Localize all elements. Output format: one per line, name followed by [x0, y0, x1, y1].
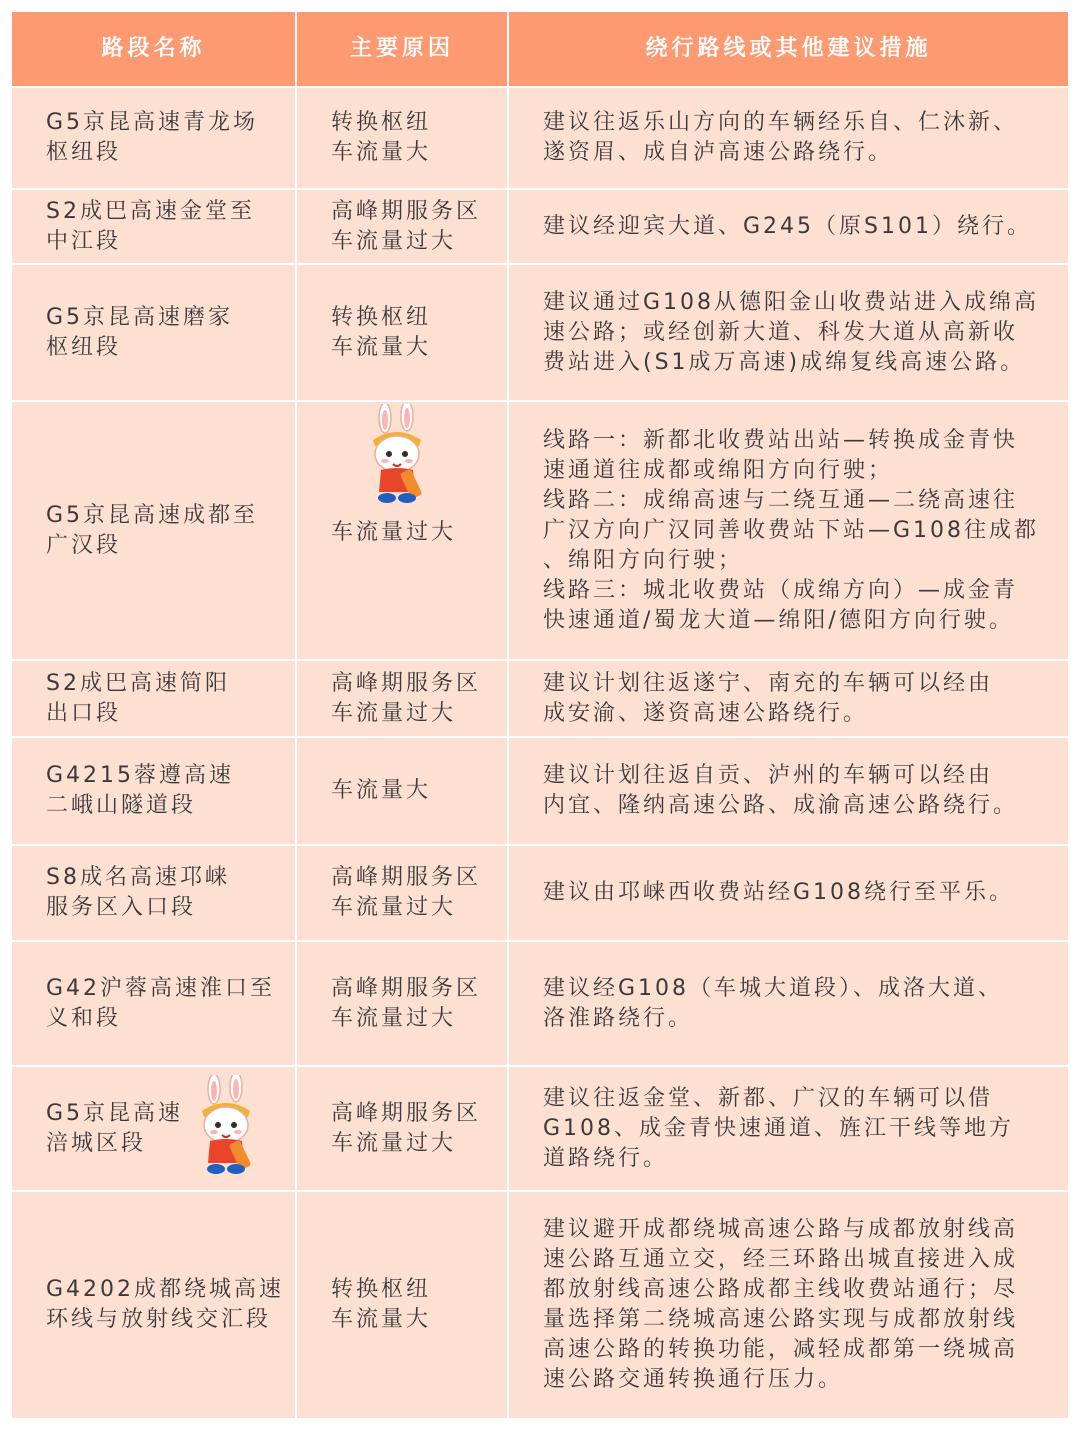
table-row	[12, 942, 1068, 1065]
table-row	[12, 88, 1068, 188]
segment-line: G42沪蓉高速淮口至	[46, 975, 276, 1001]
reason-line: 车流量大	[331, 334, 432, 360]
advice-line: 建议往返金堂、新都、广汉的车辆可以借	[543, 1085, 994, 1111]
table-row	[12, 190, 1068, 263]
segment-line: 枢纽段	[46, 140, 122, 165]
advice-cell	[509, 265, 1068, 400]
reason-cell	[297, 1067, 507, 1190]
reason-line: 转换枢纽	[331, 110, 432, 135]
reason-cell	[297, 1192, 507, 1418]
advice-line: 建议通过G108从德阳金山收费站进入成绵高	[543, 289, 1040, 315]
advice-cell	[509, 402, 1068, 659]
segment-line: 涪城区段	[46, 1130, 147, 1156]
segment-line: S8成名高速邛崃	[46, 865, 230, 890]
advice-line: 快速通道/蜀龙大道—绵阳/德阳方向行驶。	[543, 607, 1014, 633]
advice-line: 道路绕行。	[543, 1145, 669, 1171]
advice-line: 广汉方向广汉同善收费站下站—G108往成都	[543, 517, 1040, 543]
reason-line: 车流量过大	[331, 228, 457, 254]
reason-line: 高峰期服务区	[331, 670, 482, 696]
reason-line: 车流量大	[331, 778, 432, 803]
advice-cell	[509, 738, 1068, 844]
segment-cell	[12, 1067, 295, 1190]
advice-line: 洛淮路绕行。	[543, 1005, 694, 1031]
segment-line: S2成巴高速简阳	[46, 670, 230, 696]
reason-line: 车流量大	[331, 1307, 432, 1332]
advice-line: G108、成金青快速通道、旌江干线等地方	[543, 1115, 1015, 1141]
advice-line: 速公路交通转换通行压力。	[543, 1367, 844, 1392]
advice-line: 速公路互通立交，经三环路出城直接进入成	[543, 1247, 1019, 1272]
segment-line: G5京昆高速磨家	[46, 304, 234, 330]
advice-line: 量选择第二绕城高速公路实现与成都放射线	[543, 1307, 1019, 1332]
table-row	[12, 1192, 1068, 1418]
advice-line: 高速公路的转换功能，减轻成都第一绕城高	[543, 1337, 1019, 1362]
reason-line: 高峰期服务区	[331, 198, 482, 224]
segment-cell	[12, 738, 295, 844]
advice-line: 速公路；或经创新大道、科发大道从高新收	[543, 319, 1019, 345]
reason-cell	[297, 88, 507, 188]
advice-line: 建议计划往返遂宁、南充的车辆可以经由	[543, 670, 994, 696]
reason-line: 高峰期服务区	[331, 1100, 482, 1126]
table-row	[12, 846, 1068, 940]
reason-cell	[297, 190, 507, 263]
segment-cell	[12, 661, 295, 736]
segment-line: 服务区入口段	[46, 895, 197, 920]
advice-line: 费站进入(S1成万高速)成绵复线高速公路。	[543, 349, 1026, 375]
table-row	[12, 1067, 1068, 1190]
header-cell: 主要原因	[297, 12, 507, 86]
segment-cell	[12, 265, 295, 400]
advice-line: 建议计划往返自贡、泸州的车辆可以经由	[543, 763, 994, 788]
advice-line: 建议由邛崃西收费站经G108绕行至平乐。	[543, 880, 1015, 905]
advice-line: 线路三：城北收费站（成绵方向）—成金青	[543, 577, 1019, 603]
advice-cell	[509, 190, 1068, 263]
advice-line: 都放射线高速公路成都主线收费站通行；尽	[543, 1277, 1019, 1302]
segment-line: 义和段	[46, 1005, 122, 1031]
reason-cell	[297, 846, 507, 940]
segment-cell	[12, 88, 295, 188]
segment-line: 枢纽段	[46, 334, 122, 360]
advice-line: 成安渝、遂资高速公路绕行。	[543, 700, 869, 726]
segment-line: G4202成都绕城高速	[46, 1277, 285, 1302]
segment-line: 广汉段	[46, 532, 122, 558]
advice-cell	[509, 942, 1068, 1065]
advice-line: 、绵阳方向行驶；	[543, 547, 744, 573]
advice-line: 线路一：新都北收费站出站—转换成金青快	[543, 427, 1019, 453]
reason-cell	[297, 265, 507, 400]
segment-cell	[12, 846, 295, 940]
segment-line: 中江段	[46, 228, 122, 254]
reason-line: 车流量大	[331, 140, 432, 165]
reason-line: 转换枢纽	[331, 304, 432, 330]
advice-cell	[509, 846, 1068, 940]
segment-line: G5京昆高速青龙场	[46, 110, 259, 135]
advice-cell	[509, 1067, 1068, 1190]
advice-line: 建议经G108（车城大道段）、成洛大道、	[543, 975, 1004, 1001]
segment-cell	[12, 942, 295, 1065]
reason-cell	[297, 738, 507, 844]
reason-line: 车流量过大	[331, 895, 457, 920]
reason-line: 车流量过大	[331, 1005, 457, 1031]
segment-line: S2成巴高速金堂至	[46, 198, 255, 224]
reason-line: 高峰期服务区	[331, 975, 482, 1001]
advice-line: 建议避开成都绕城高速公路与成都放射线高	[543, 1217, 1019, 1242]
segment-line: G5京昆高速	[46, 1100, 184, 1126]
header-cell: 路段名称	[12, 12, 295, 86]
advice-cell	[509, 88, 1068, 188]
rabbit-mascot-icon	[188, 1075, 266, 1183]
segment-line: G4215蓉遵高速	[46, 763, 235, 788]
reason-line: 车流量过大	[331, 520, 457, 545]
segment-cell	[12, 190, 295, 263]
table-row	[12, 265, 1068, 400]
table-header-row	[12, 12, 1068, 86]
advice-cell	[509, 661, 1068, 736]
reason-line: 车流量过大	[331, 700, 457, 726]
segment-line: 二峨山隧道段	[46, 793, 197, 818]
reason-cell	[297, 402, 507, 659]
table-row	[12, 402, 1068, 659]
reason-line: 高峰期服务区	[331, 865, 482, 890]
segment-cell	[12, 402, 295, 659]
reason-line: 转换枢纽	[331, 1277, 432, 1302]
segment-line: 出口段	[46, 700, 122, 726]
advice-line: 速通道往成都或绵阳方向行驶；	[543, 457, 894, 483]
segment-line: G5京昆高速成都至	[46, 502, 259, 528]
advice-cell	[509, 1192, 1068, 1418]
reason-cell	[297, 942, 507, 1065]
advice-line: 内宜、隆纳高速公路、成渝高速公路绕行。	[543, 793, 1019, 818]
rabbit-mascot-icon	[359, 404, 437, 512]
segment-line: 环线与放射线交汇段	[46, 1307, 272, 1332]
reason-cell	[297, 661, 507, 736]
table-row	[12, 738, 1068, 844]
advice-line: 线路二：成绵高速与二绕互通—二绕高速往	[543, 487, 1019, 513]
advice-line: 建议往返乐山方向的车辆经乐自、仁沐新、	[543, 110, 1019, 135]
advice-line: 建议经迎宾大道、G245（原S101）绕行。	[543, 213, 1032, 239]
advice-line: 遂资眉、成自泸高速公路绕行。	[543, 140, 894, 165]
table-row	[12, 661, 1068, 736]
header-cell: 绕行路线或其他建议措施	[509, 12, 1068, 86]
segment-cell	[12, 1192, 295, 1418]
reason-line: 车流量过大	[331, 1130, 457, 1156]
